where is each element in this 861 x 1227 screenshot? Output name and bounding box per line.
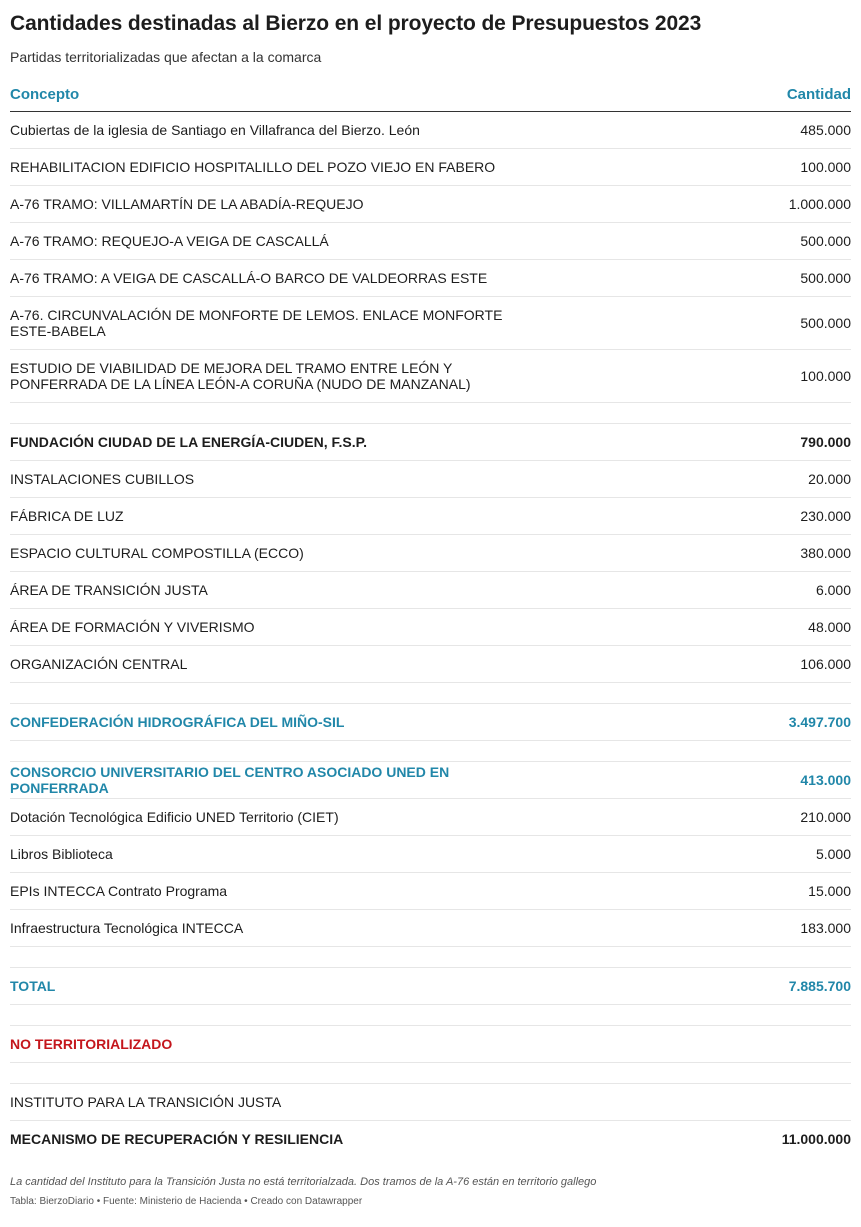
table-row: [10, 223, 851, 260]
table-row: [10, 873, 851, 910]
cell-concept: A-76 TRAMO: REQUEJO-A VEIGA DE CASCALLÁ: [10, 233, 329, 249]
cell-concept: Libros Biblioteca: [10, 846, 113, 862]
cell-amount: 210.000: [800, 809, 851, 825]
cell-concept: TOTAL: [10, 978, 56, 994]
table-row: [10, 186, 851, 223]
credits: Tabla: BierzoDiario • Fuente: Ministerio de Hacienda • Creado con Datawrapper: [10, 1196, 363, 1207]
cell-concept: MECANISMO DE RECUPERACIÓN Y RESILIENCIA: [10, 1131, 344, 1147]
column-header-amount[interactable]: Cantidad: [786, 86, 851, 103]
cell-concept: NO TERRITORIALIZADO: [10, 1036, 173, 1052]
cell-amount: 3.497.700: [788, 714, 851, 730]
section-spacer: [10, 403, 851, 424]
cell-concept: Infraestructura Tecnológica INTECCA: [10, 920, 244, 936]
table-row: [10, 350, 851, 403]
cell-amount: 500.000: [800, 233, 851, 249]
cell-concept: CONSORCIO UNIVERSITARIO DEL CENTRO ASOCIADO UNED EN PONFERRADA: [10, 764, 450, 796]
cell-amount: 15.000: [808, 883, 851, 899]
table-body: [10, 112, 851, 1157]
table-row: [10, 836, 851, 873]
cell-concept: FÁBRICA DE LUZ: [10, 508, 124, 524]
cell-amount: 100.000: [800, 159, 851, 175]
cell-concept: ESPACIO CULTURAL COMPOSTILLA (ECCO): [10, 545, 304, 561]
cell-concept: EPIs INTECCA Contrato Programa: [10, 883, 228, 899]
cell-amount: 20.000: [808, 471, 851, 487]
cell-amount: 790.000: [800, 434, 851, 450]
table-header: [10, 86, 851, 112]
table-row: [10, 112, 851, 149]
table-row: [10, 1121, 851, 1157]
page-subtitle: Partidas territorializadas que afectan a la comarca: [10, 49, 322, 65]
cell-concept: A-76 TRAMO: A VEIGA DE CASCALLÁ-O BARCO DE VALDEORRAS ESTE: [10, 270, 488, 286]
cell-concept: REHABILITACION EDIFICIO HOSPITALILLO DEL POZO VIEJO EN FABERO: [10, 159, 496, 175]
table-row: [10, 646, 851, 683]
cell-amount: 5.000: [815, 846, 851, 862]
cell-concept: ORGANIZACIÓN CENTRAL: [10, 656, 188, 672]
table-row: [10, 1084, 851, 1121]
cell-amount: 380.000: [800, 545, 851, 561]
cell-amount: 230.000: [800, 508, 851, 524]
table-row: [10, 799, 851, 836]
table-row: [10, 572, 851, 609]
table-row: [10, 498, 851, 535]
section-spacer: [10, 683, 851, 704]
table-row-section-uned: [10, 762, 851, 799]
cell-amount: 7.885.700: [788, 978, 851, 994]
cell-concept: Dotación Tecnológica Edificio UNED Territorio (CIET): [10, 809, 339, 825]
page-title: Cantidades destinadas al Bierzo en el proyecto de Presupuestos 2023: [10, 12, 702, 35]
cell-amount: 106.000: [800, 656, 851, 672]
cell-amount: 1.000.000: [788, 196, 851, 212]
table-row-section-ciuden: [10, 424, 851, 461]
cell-amount: 100.000: [800, 368, 851, 384]
cell-concept: INSTALACIONES CUBILLOS: [10, 471, 195, 487]
cell-concept: ÁREA DE TRANSICIÓN JUSTA: [10, 582, 208, 598]
cell-amount: 48.000: [808, 619, 851, 635]
cell-amount: 6.000: [815, 582, 851, 598]
table-row: [10, 461, 851, 498]
table-row: [10, 535, 851, 572]
cell-amount: 500.000: [800, 270, 851, 286]
table-row: [10, 260, 851, 297]
table-row: [10, 910, 851, 947]
cell-concept: FUNDACIÓN CIUDAD DE LA ENERGÍA-CIUDEN, F.S.P.: [10, 434, 368, 450]
cell-concept: A-76 TRAMO: VILLAMARTÍN DE LA ABADÍA-REQUEJO: [10, 196, 364, 212]
table-row: [10, 297, 851, 350]
cell-concept: A-76. CIRCUNVALACIÓN DE MONFORTE DE LEMOS. ENLACE MONFORTE ESTE-BABELA: [10, 307, 503, 339]
table-row-section-chms: [10, 704, 851, 741]
cell-concept: Cubiertas de la iglesia de Santiago en Villafranca del Bierzo. León: [10, 122, 420, 138]
cell-amount: 11.000.000: [781, 1131, 851, 1147]
table-row: [10, 149, 851, 186]
cell-concept: ÁREA DE FORMACIÓN Y VIVERISMO: [10, 619, 255, 635]
section-spacer: [10, 1005, 851, 1026]
cell-concept: CONFEDERACIÓN HIDROGRÁFICA DEL MIÑO-SIL: [10, 714, 345, 730]
column-header-concept[interactable]: Concepto: [10, 86, 80, 103]
table-row-no-territorializado: [10, 1026, 851, 1063]
section-spacer: [10, 947, 851, 968]
cell-amount: 183.000: [800, 920, 851, 936]
cell-amount: 485.000: [800, 122, 851, 138]
cell-concept: ESTUDIO DE VIABILIDAD DE MEJORA DEL TRAMO ENTRE LEÓN Y PONFERRADA DE LA LÍNEA LEÓN-A CORUÑA (NUDO DE MANZANAL): [10, 360, 471, 392]
red-divider: [10, 1063, 851, 1084]
cell-amount: 500.000: [800, 315, 851, 331]
section-spacer: [10, 741, 851, 762]
cell-concept: INSTITUTO PARA LA TRANSICIÓN JUSTA: [10, 1094, 282, 1110]
footnote: La cantidad del Instituto para la Transición Justa no está territorialzada. Dos tramos de la A-76 están en territorio gallego: [10, 1176, 597, 1188]
table-row: [10, 609, 851, 646]
cell-amount: 413.000: [800, 772, 851, 788]
table-row-total: [10, 968, 851, 1005]
